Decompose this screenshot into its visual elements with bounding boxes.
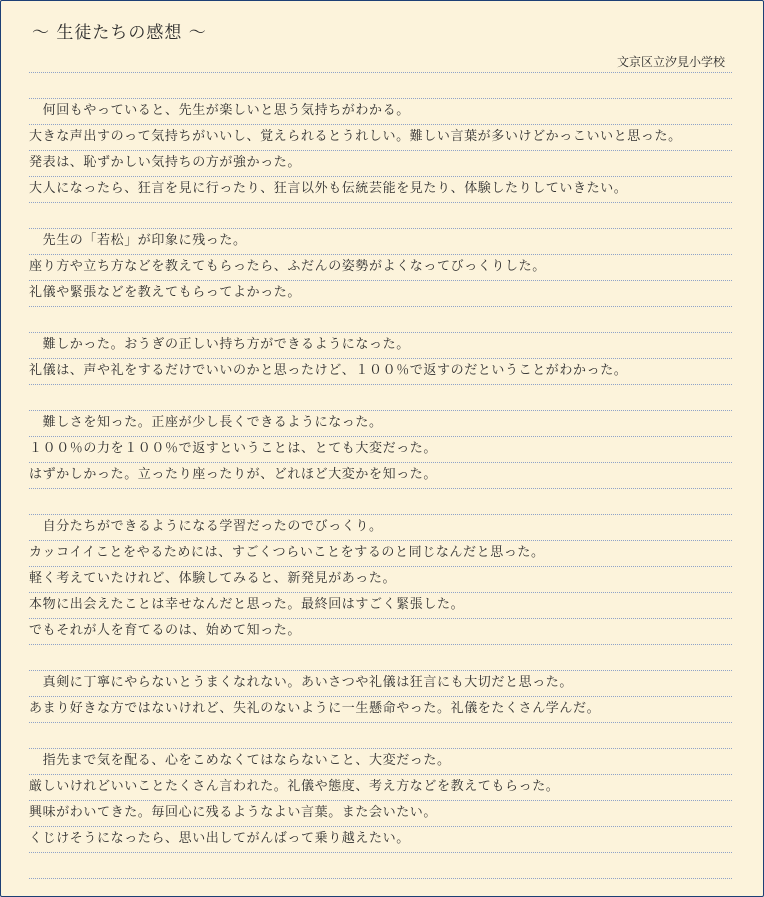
text-line: でもそれが人を育てるのは、始めて知った。 xyxy=(29,623,302,638)
text-line: カッコイイことをやるためには、すごくつらいことをするのと同じなんだと思った。 xyxy=(29,545,545,560)
ruled-line xyxy=(29,150,732,151)
text-line: 難しさを知った。正座が少し長くできるようになった。 xyxy=(29,415,383,430)
text-line: 厳しいけれどいいことたくさん言われた。礼儀や態度、考え方などを教えてもらった。 xyxy=(29,779,560,794)
text-line: 真剣に丁寧にやらないとうまくなれない。あいさつや礼儀は狂言にも大切だと思った。 xyxy=(29,675,574,690)
ruled-line xyxy=(29,72,732,73)
text-line: 軽く考えていたけれど、体験してみると、新発見があった。 xyxy=(29,571,397,586)
ruled-line xyxy=(29,462,732,463)
ruled-line xyxy=(29,800,732,801)
ruled-line xyxy=(29,696,732,697)
ruled-line xyxy=(29,566,732,567)
text-line: 大人になったら、狂言を見に行ったり、狂言以外も伝統芸能を見たり、体験したりしていきたい。 xyxy=(29,181,628,196)
ruled-line xyxy=(29,592,732,593)
ruled-line xyxy=(29,514,732,515)
ruled-line xyxy=(29,748,732,749)
ruled-line xyxy=(29,176,732,177)
ruled-line xyxy=(29,540,732,541)
ruled-line xyxy=(29,332,732,333)
ruled-line xyxy=(29,254,732,255)
ruled-line xyxy=(29,488,732,489)
ruled-line xyxy=(29,722,732,723)
ruled-line xyxy=(29,280,732,281)
page-title: ～ 生徒たちの感想 ～ xyxy=(32,23,207,43)
text-line: 自分たちができるようになる学習だったのでびっくり。 xyxy=(29,519,383,534)
ruled-line xyxy=(29,410,732,411)
text-line: あまり好きな方ではないけれど、失礼のないように一生懸命やった。礼儀をたくさん学んだ。 xyxy=(29,701,601,716)
ruled-line xyxy=(29,202,732,203)
ruled-line xyxy=(29,228,732,229)
text-line: 興味がわいてきた。毎回心に残るようなよい言葉。また会いたい。 xyxy=(29,805,438,820)
text-line: はずかしかった。立ったり座ったりが、どれほど大変かを知った。 xyxy=(29,467,438,482)
text-line: 大きな声出すのって気持ちがいいし、覚えられるとうれしい。難しい言葉が多いけどかっこいいと思った。 xyxy=(29,129,682,144)
text-line: １００％の力を１００％で返すということは、とても大変だった。 xyxy=(29,441,438,456)
ruled-line xyxy=(29,644,732,645)
text-line: 本物に出会えたことは幸せなんだと思った。最終回はすごく緊張した。 xyxy=(29,597,465,612)
text-line: 座り方や立ち方などを教えてもらったら、ふだんの姿勢がよくなってびっくりした。 xyxy=(29,259,546,274)
ruled-line xyxy=(29,618,732,619)
ruled-line xyxy=(29,826,732,827)
text-line: 難しかった。おうぎの正しい持ち方ができるようになった。 xyxy=(29,337,410,352)
school-name: 文京区立汐見小学校 xyxy=(616,55,725,69)
text-line: 何回もやっていると、先生が楽しいと思う気持ちがわかる。 xyxy=(29,103,410,118)
ruled-line xyxy=(29,436,732,437)
ruled-line xyxy=(29,124,732,125)
text-line: 礼儀や緊張などを教えてもらってよかった。 xyxy=(29,285,302,300)
ruled-line xyxy=(29,384,732,385)
text-line: 礼儀は、声や礼をするだけでいいのかと思ったけど、１００％で返すのだということがわかった。 xyxy=(29,363,628,378)
ruled-line xyxy=(29,670,732,671)
ruled-line xyxy=(29,306,732,307)
ruled-line xyxy=(29,358,732,359)
ruled-line xyxy=(29,878,732,879)
text-line: 発表は、恥ずかしい気持ちの方が強かった。 xyxy=(29,155,302,170)
text-line: 先生の「若松」が印象に残った。 xyxy=(29,233,247,248)
ruled-line xyxy=(29,774,732,775)
ruled-line xyxy=(29,98,732,99)
text-line: 指先まで気を配る、心をこめなくてはならないこと、大変だった。 xyxy=(29,753,451,768)
text-line: くじけそうになったら、思い出してがんばって乗り越えたい。 xyxy=(29,831,410,846)
ruled-line xyxy=(29,852,732,853)
